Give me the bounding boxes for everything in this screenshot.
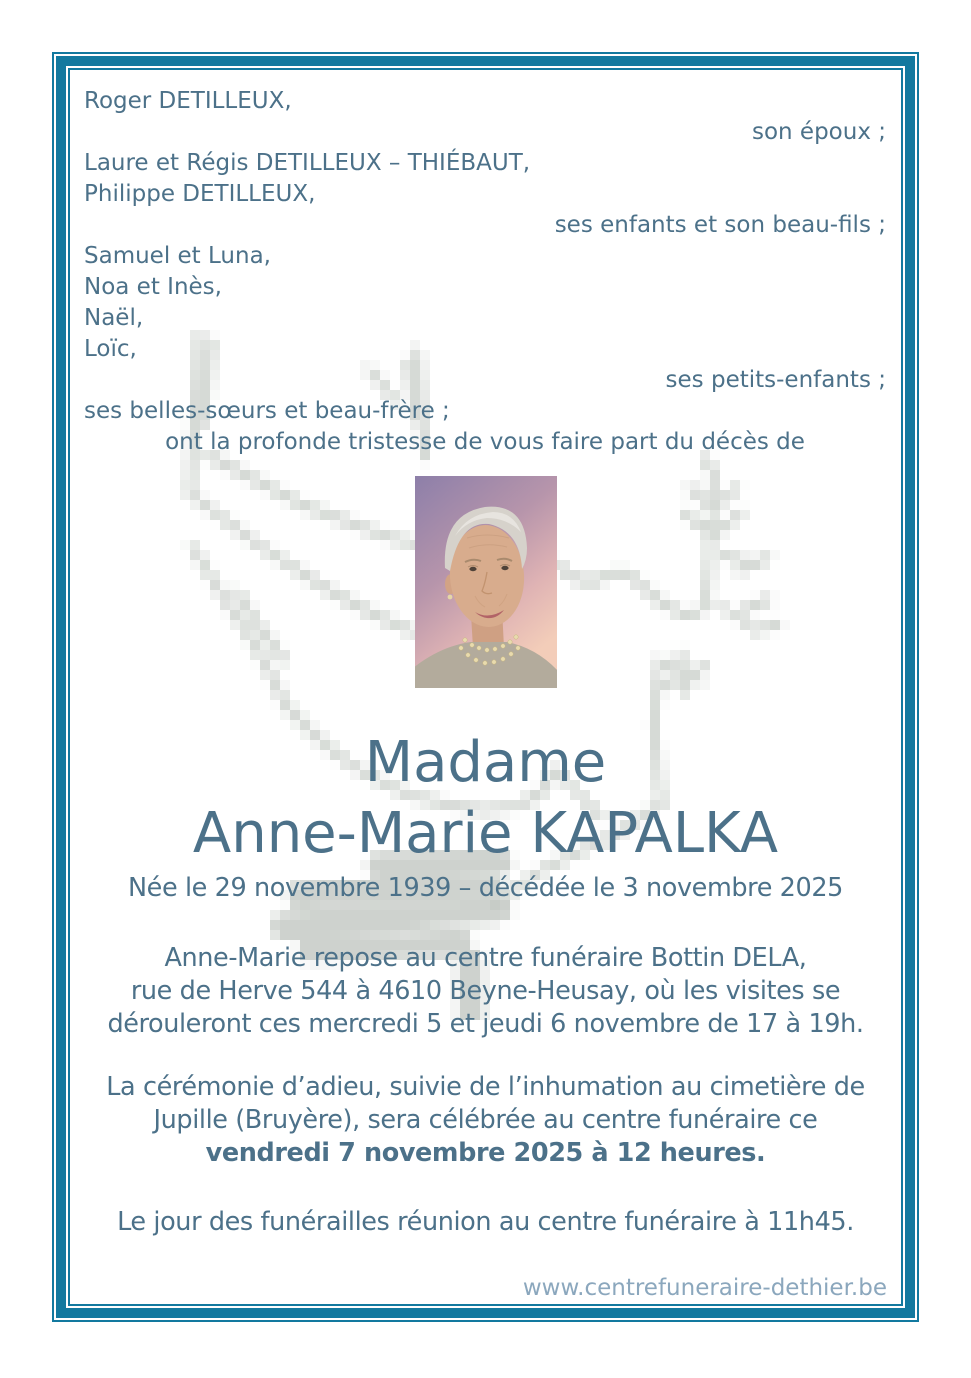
family-relation-line: son époux ;: [751, 119, 886, 145]
family-line: Noa et Inès,: [84, 274, 222, 300]
ceremony-datetime: vendredi 7 novembre 2025 à 12 heures.: [205, 1138, 766, 1168]
wake-line: Anne-Marie repose au centre funéraire Bottin DELA,: [164, 943, 807, 973]
family-line: Naël,: [84, 305, 144, 331]
family-relation-line: ses petits-enfants ;: [665, 367, 886, 393]
ceremony-line: La cérémonie d’adieu, suivie de l’inhumation au cimetière de: [106, 1072, 865, 1102]
announcement-card: [52, 52, 919, 1322]
deceased-title: Madame: [364, 730, 607, 795]
family-line: Philippe DETILLEUX,: [84, 181, 316, 207]
family-relation-line: ses enfants et son beau-fils ;: [554, 212, 886, 238]
card-border-inner: [68, 68, 903, 1306]
family-line: Loïc,: [84, 336, 137, 362]
wake-line: dérouleront ces mercredi 5 et jeudi 6 novembre de 17 à 19h.: [107, 1009, 864, 1039]
card-border-band: [56, 56, 915, 1318]
portrait-photo-image: [415, 476, 557, 688]
reunion-line: Le jour des funérailles réunion au centre funéraire à 11h45.: [117, 1207, 854, 1237]
family-line: Laure et Régis DETILLEUX – THIÉBAUT,: [84, 150, 531, 176]
announcement-intro-line: ont la profonde tristesse de vous faire part du décès de: [165, 429, 805, 455]
family-line: Roger DETILLEUX,: [84, 88, 292, 114]
wake-line: rue de Herve 544 à 4610 Beyne-Heusay, où les visites se: [130, 976, 841, 1006]
website-url: www.centrefuneraire-dethier.be: [522, 1275, 887, 1301]
text-layer: [70, 70, 901, 1304]
wake-paragraph: [70, 942, 901, 1041]
card-content: [70, 70, 901, 1304]
ceremony-paragraph: [70, 1071, 901, 1170]
portrait-photo: [415, 476, 557, 688]
family-line: Samuel et Luna,: [84, 243, 271, 269]
deceased-name: Anne-Marie KAPALKA: [192, 801, 779, 866]
ceremony-line: Jupille (Bruyère), sera célébrée au centre funéraire ce: [153, 1105, 818, 1135]
family-line: ses belles-sœurs et beau-frère ;: [84, 398, 450, 424]
deceased-dates: Née le 29 novembre 1939 – décédée le 3 novembre 2025: [128, 873, 843, 903]
